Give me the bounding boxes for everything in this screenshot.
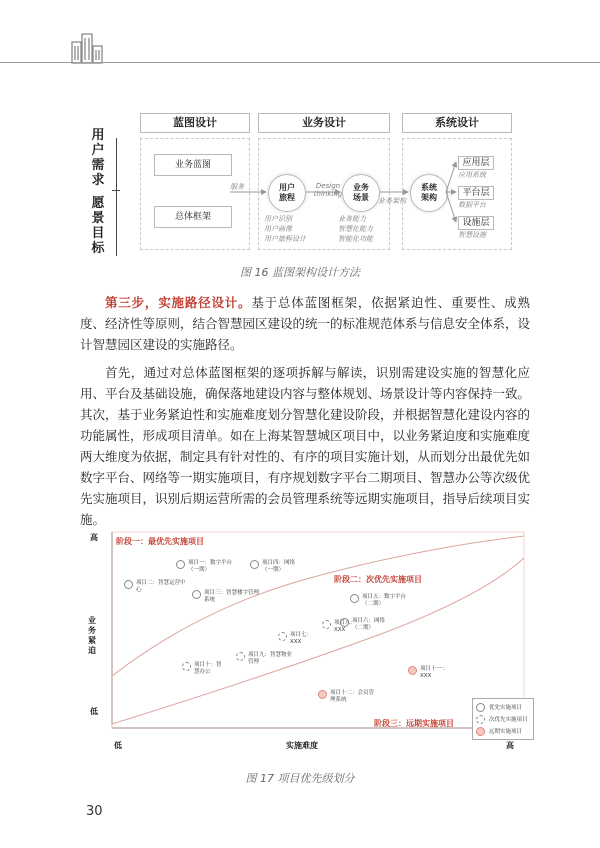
project-9-marker: [236, 652, 245, 661]
overall-framework-box: 总体框架: [154, 206, 232, 228]
business-blueprint-box: 业务蓝图: [154, 154, 232, 176]
design-thinking-label: Design thinking: [313, 182, 343, 198]
business-arch-label: 业务架构: [378, 197, 406, 205]
priority-legend: [472, 698, 534, 740]
project-5: [350, 594, 410, 608]
x-axis-low: 低: [114, 741, 122, 750]
project-5-label: 项目五：数字平台（二期）: [362, 594, 407, 607]
scene-item-2: 智慧化能力: [338, 225, 373, 233]
business-header: 业务设计: [258, 113, 390, 133]
legend-marker-1: [476, 703, 485, 712]
x-axis-label: 实施难度: [286, 741, 318, 750]
user-item-1: 用户识别: [264, 215, 292, 223]
layer-platform-sub: 数据平台: [458, 201, 486, 209]
figure-16-caption: 图 16 蓝图架构设计方法: [240, 266, 360, 279]
phase-2-label: 阶段二：次优先实施项目: [334, 575, 422, 584]
project-2: [124, 580, 186, 594]
scene-item-3: 智能化功能: [338, 235, 373, 243]
layer-app-sub: 应用系统: [458, 171, 486, 179]
service-label: 服务: [230, 183, 244, 191]
business-scene-label: 业务场景: [353, 183, 369, 202]
y-axis-label: 业务紧迫: [88, 616, 96, 655]
project-8-label: 项目八：XXX: [334, 620, 357, 633]
system-arch-label: 系统架构: [421, 183, 437, 202]
paragraph-1: [80, 292, 530, 355]
project-4: [250, 560, 302, 574]
project-6-label: 项目六：网络（二期）: [352, 618, 386, 631]
legend-marker-2: [476, 715, 485, 724]
project-2-marker: [124, 580, 133, 589]
project-10-label: 项目十：智慧办公: [194, 662, 222, 675]
system-header: 系统设计: [402, 113, 512, 133]
priority-chart-background: [110, 528, 530, 738]
layer-app-box: 应用层: [458, 156, 494, 170]
step-three-lead: 第三步，实施路径设计。: [105, 295, 252, 310]
project-10-marker: [182, 662, 191, 671]
figure-16: [80, 110, 520, 270]
scene-item-1: 业务能力: [338, 215, 366, 223]
project-4-label: 项目四：网络（一期）: [262, 560, 296, 573]
legend-row-3: [476, 725, 530, 737]
page-number: 30: [86, 804, 103, 819]
paragraph-1-body: 基于总体蓝图框架，依据紧迫性、重要性、成熟度、经济性等原则，结合智慧园区建设的统一的标准规范体系与信息安全体系，设计智慧园区建设的实施路径。: [80, 295, 531, 352]
project-7: [278, 632, 320, 646]
blueprint-header: 蓝图设计: [140, 113, 250, 133]
header-rule: [0, 62, 600, 63]
vision-goal-label: 愿景目标: [91, 196, 105, 256]
project-4-marker: [250, 560, 259, 569]
project-3: [192, 590, 264, 604]
building-logo-icon: [70, 30, 104, 64]
figure-17: [78, 528, 530, 760]
project-1-label: 项目一：数字平台（一期）: [188, 560, 233, 573]
project-3-marker: [192, 590, 201, 599]
project-5-marker: [350, 594, 359, 603]
project-7-marker: [278, 632, 287, 641]
project-1-marker: [176, 560, 185, 569]
phase-3-label: 阶段三：远期实施项目: [374, 719, 454, 728]
layer-facility-box: 设施层: [458, 216, 494, 230]
project-7-label: 项目七：XXX: [290, 632, 313, 645]
legend-row-2: [476, 713, 530, 725]
x-axis-high: 高: [506, 741, 514, 750]
project-11-label: 项目十一：XXX: [420, 666, 448, 679]
legend-marker-3: [476, 727, 485, 736]
user-item-3: 用户旅程设计: [264, 235, 306, 243]
legend-label-3: 远期实施项目: [489, 729, 523, 735]
project-9-label: 项目九：智慧物业管理: [248, 652, 293, 665]
project-11-marker: [408, 666, 417, 675]
layer-platform-box: 平台层: [458, 186, 494, 200]
figure-16-arrows: [80, 110, 520, 270]
project-12-marker: [318, 690, 327, 699]
project-8-marker: [322, 620, 331, 629]
project-2-label: 项目二：智慧运营中心: [136, 580, 186, 593]
legend-label-1: 优先实施项目: [489, 705, 523, 711]
project-11: [408, 666, 452, 680]
project-12-label: 项目十二：会员管理系统: [330, 690, 375, 703]
user-need-label: 用户需求: [91, 128, 105, 188]
project-12: [318, 690, 378, 704]
project-10: [182, 662, 224, 676]
legend-label-2: 次优先实施项目: [489, 717, 528, 723]
project-9: [236, 652, 296, 666]
user-item-2: 用户画像: [264, 225, 292, 233]
project-3-label: 项目三：智慧楼宇管理系统: [204, 590, 260, 603]
legend-row-1: [476, 701, 530, 713]
project-8: [322, 620, 362, 634]
user-journey-label: 用户旅程: [279, 183, 295, 202]
y-axis-high: 高: [90, 533, 98, 542]
project-1: [176, 560, 236, 574]
paragraph-2: 首先，通过对总体蓝图框架的逐项拆解与解读，识别需建设实施的智慧化应用、平台及基础设施，确保落地建设内容与整体规划、场景设计等内容保持一致。其次，基于业务紧迫性和实施难度划分智慧化建设阶段，并根据智慧化建设内容的功能属性，形成项目清单。如在上海某智慧城区项目中，以业务紧迫度和实施难度两大维度为依据，制定具有针对性的、有序的项目实施计划，从而划分出最优先如数字平台、网络等一期实施项目，有序规划数字平台二期项目、智慧办公等次级优先实施项目，识别后期运营所需的会员管理系统等远期实施项目，指导后续项目实施。: [80, 365, 531, 527]
y-axis-low: 低: [90, 707, 98, 716]
phase-1-label: 阶段一：最优先实施项目: [116, 537, 204, 546]
figure-17-caption: 图 17 项目优先级划分: [245, 772, 355, 785]
layer-facility-sub: 智慧设施: [458, 231, 486, 239]
